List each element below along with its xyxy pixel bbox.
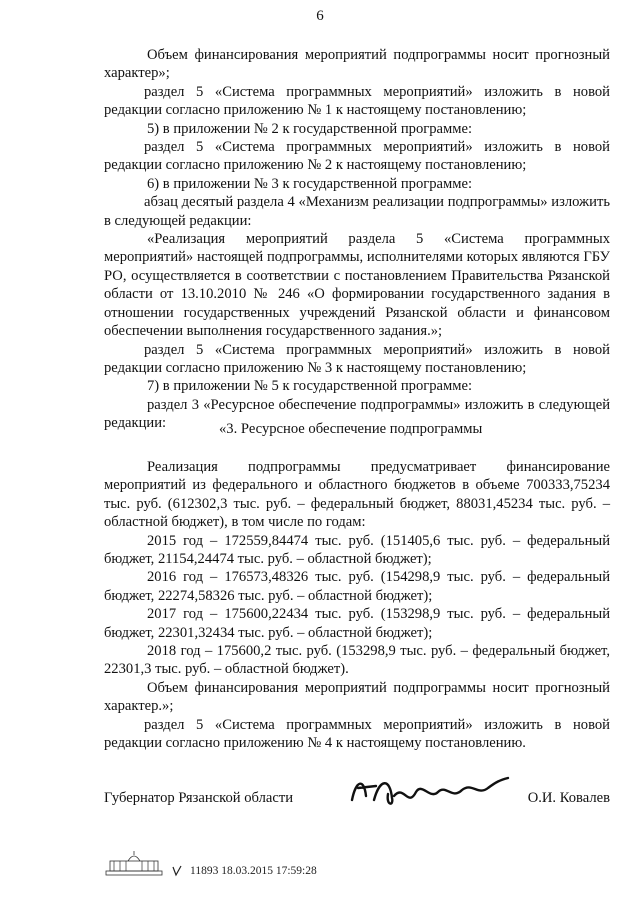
paragraph: 7) в приложении № 5 к государственной программе: xyxy=(147,378,473,395)
body-text-top xyxy=(104,46,610,433)
paragraph: раздел 5 «Система программных мероприятий» изложить в новой редакции согласно приложению № 1 к настоящему постановлению; xyxy=(104,83,610,119)
building-emblem-icon xyxy=(104,851,164,877)
document-id-timestamp: 11893 18.03.2015 17:59:28 xyxy=(190,865,317,877)
signer-name: О.И. Ковалев xyxy=(527,790,610,806)
paragraph: 6) в приложении № 3 к государственной программе: xyxy=(147,175,473,192)
paragraph: Реализация подпрограммы предусматривает финансирование мероприятий из федерального и областного бюджетов в объеме 700333,75234 тыс. руб. (612302,3 тыс. руб. – федеральный бюджет, 88031,45234 тыс. руб. – областной бюджет), в том числе по годам: xyxy=(104,459,610,531)
body-text-bottom xyxy=(104,458,610,753)
signer-title: Губернатор Рязанской области xyxy=(104,790,294,806)
paragraph: 2017 год – 175600,22434 тыс. руб. (153298,9 тыс. руб. – федеральный бюджет, 22301,32434 тыс. руб. – областной бюджет); xyxy=(104,606,610,641)
page-number: 6 xyxy=(316,8,324,24)
paragraph: раздел 3 «Ресурсное обеспечение подпрограммы» изложить в следующей редакции: xyxy=(104,396,610,432)
paragraph: «Реализация мероприятий раздела 5 «Система программных мероприятий» настоящей подпрограммы, исполнителями которых являются ГБУ РО, осуществляется в соответствии с постановлением Правительства Рязанской области от 13.10.2010 № 246 «О формировании государственного задания в отношении государственных учреждений Рязанской области и финансовом обеспечении выполнения государственного задания.»; xyxy=(104,231,610,340)
document-footer xyxy=(104,851,317,877)
handwritten-signature xyxy=(346,770,516,816)
paragraph: раздел 5 «Система программных мероприятий» изложить в новой редакции согласно приложению № 2 к настоящему постановлению; xyxy=(104,139,610,174)
paragraph: 2015 год – 172559,84474 тыс. руб. (151405,6 тыс. руб. – федеральный бюджет, 21154,24474 тыс. руб. – областной бюджет); xyxy=(104,532,610,568)
paragraph: 2016 год – 176573,48326 тыс. руб. (154298,9 тыс. руб. – федеральный бюджет, 22274,58326 тыс. руб. – областной бюджет); xyxy=(104,569,610,604)
signature-block xyxy=(104,770,610,820)
section-heading: «3. Ресурсное обеспечение подпрограммы xyxy=(219,421,483,437)
paragraph: раздел 5 «Система программных мероприятий» изложить в новой редакции согласно приложению № 4 к настоящему постановлению. xyxy=(104,716,610,752)
signature-check-icon xyxy=(172,865,182,877)
paragraph: абзац десятый раздела 4 «Механизм реализации подпрограммы» изложить в следующей редакции: xyxy=(104,194,610,229)
paragraph: Объем финансирования мероприятий подпрограммы носит прогнозный характер.»; xyxy=(104,679,610,715)
paragraph: 5) в приложении № 2 к государственной программе: xyxy=(147,120,473,137)
paragraph: Объем финансирования мероприятий подпрограммы носит прогнозный характер»; xyxy=(104,47,610,82)
paragraph: 2018 год – 175600,2 тыс. руб. (153298,9 тыс. руб. – федеральный бюджет, 22301,3 тыс. руб. – областной бюджет). xyxy=(104,643,610,678)
paragraph: раздел 5 «Система программных мероприятий» изложить в новой редакции согласно приложению № 3 к настоящему постановлению; xyxy=(104,341,610,376)
